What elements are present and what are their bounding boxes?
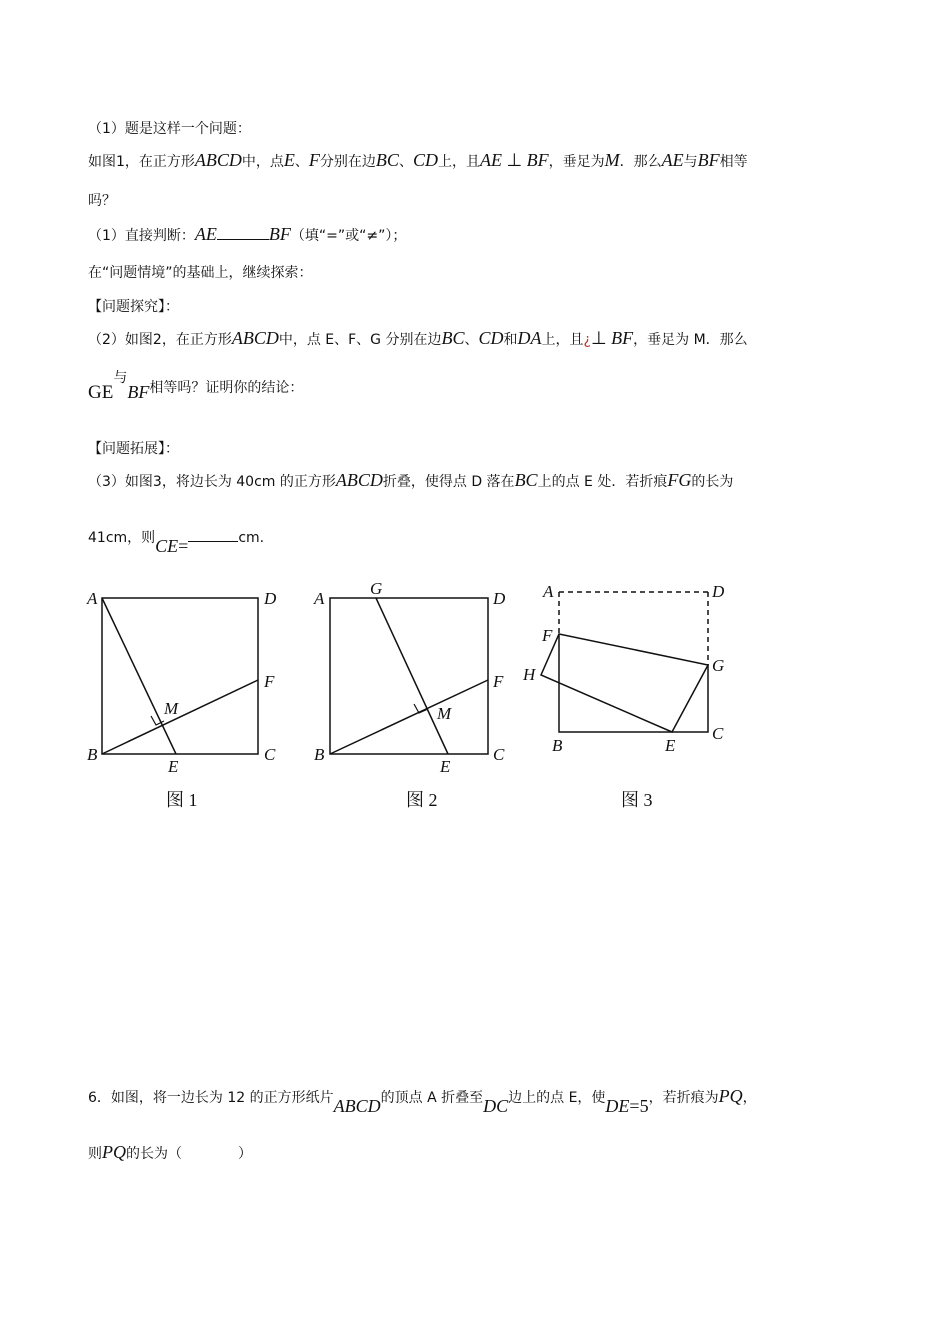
answer-blank-1[interactable] xyxy=(217,239,269,240)
folded-flap xyxy=(541,634,708,732)
label-b: B xyxy=(87,745,98,764)
q3-statement-cont: 41cm，则CE= cm. xyxy=(88,530,265,556)
label-e: E xyxy=(665,736,676,755)
label-d: D xyxy=(264,589,277,608)
label-a: A xyxy=(543,582,554,601)
explore-context: 在“问题情境”的基础上，继续探索： xyxy=(88,265,313,281)
label-g: G xyxy=(712,656,725,675)
label-d: D xyxy=(712,582,725,601)
label-a: A xyxy=(87,589,98,608)
figure-1 xyxy=(80,580,285,780)
square-abcd xyxy=(330,598,488,754)
caption-fig1: 图 1 xyxy=(166,790,198,810)
label-h: H xyxy=(523,665,536,684)
segment-ge xyxy=(376,598,448,754)
label-m: M xyxy=(164,699,179,718)
q6-statement-cont: 则PQ的长为（ ） xyxy=(88,1142,252,1162)
segment-ae xyxy=(102,598,176,754)
extend-heading: 【问题拓展】： xyxy=(88,441,179,457)
explore-heading: 【问题探究】： xyxy=(88,299,179,315)
part1-question-end: 吗？ xyxy=(88,193,116,209)
label-c: C xyxy=(712,724,724,743)
label-c: C xyxy=(493,745,505,764)
segment-bf xyxy=(330,680,488,754)
figure-2 xyxy=(310,580,515,780)
part1-intro: （1）题是这样一个问题： xyxy=(88,121,251,137)
label-m: M xyxy=(437,704,452,723)
q6-statement: 6．如图，将一边长为 12 的正方形纸片ABCD的顶点 A 折叠至DC边上的点 E，使DE=5，若折痕为PQ， xyxy=(88,1086,757,1116)
label-g: G xyxy=(370,580,383,598)
label-e: E xyxy=(440,757,451,776)
figure-3 xyxy=(515,575,740,775)
part1-statement: 如图1，在正方形ABCD中，点E、F分别在边BC、CD上，且AE ⊥ BF，垂足为M．那么AE与BF相等 xyxy=(88,150,748,170)
square-abcd xyxy=(102,598,258,754)
label-e: E xyxy=(168,757,179,776)
caption-fig2: 图 2 xyxy=(406,790,438,810)
label-d: D xyxy=(493,589,506,608)
label-c: C xyxy=(264,745,276,764)
q3-statement: （3）如图3，将边长为 40cm 的正方形ABCD折叠，使得点 D 落在BC上的点 E 处．若折痕FG的长为 xyxy=(88,470,734,490)
label-b: B xyxy=(314,745,325,764)
label-b: B xyxy=(552,736,563,755)
part1-judge: （1）直接判断：AE BF（填“=”或“≠”）； xyxy=(88,224,407,244)
q2-statement: （2）如图2，在正方形ABCD中，点 E、F、G 分别在边BC、CD和DA上，且¿⊥ BF，垂足为 M．那么 xyxy=(88,328,748,348)
caption-fig3: 图 3 xyxy=(621,790,653,810)
label-f: F xyxy=(542,626,553,645)
q2-statement-cont: GE与BF相等吗？证明你的结论： xyxy=(88,370,304,403)
label-f: F xyxy=(493,672,504,691)
label-f: F xyxy=(264,672,275,691)
answer-blank-3[interactable] xyxy=(188,541,238,542)
label-a: A xyxy=(314,589,325,608)
remaining-edges xyxy=(559,634,708,732)
segment-bf xyxy=(102,680,258,754)
